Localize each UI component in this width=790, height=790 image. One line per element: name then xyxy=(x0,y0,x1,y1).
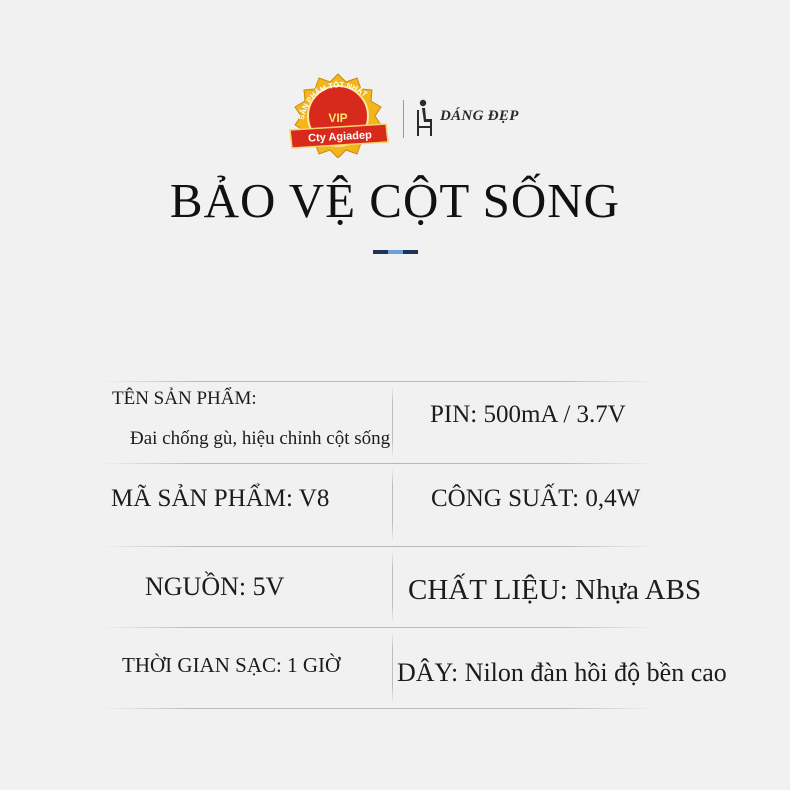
sitting-person-icon xyxy=(414,98,436,138)
vip-badge-logo xyxy=(284,72,392,158)
logo-divider xyxy=(403,100,404,138)
page-title: BẢO VỆ CỘT SỐNG xyxy=(169,173,621,228)
table-rule-top xyxy=(100,381,656,382)
table-rule-3 xyxy=(100,627,656,628)
spec-source: NGUỒN: 5V xyxy=(145,572,285,601)
title-underline xyxy=(373,250,418,254)
table-rule-2 xyxy=(100,546,656,547)
badge-vip-text: VIP xyxy=(328,111,348,125)
brand-logo xyxy=(414,98,530,138)
spec-code: MÃ SẢN PHẨM: V8 xyxy=(111,485,330,512)
spec-name-value: Đai chống gù, hiệu chỉnh cột sống xyxy=(130,428,391,449)
badge-company-text: Cty Agiadep xyxy=(307,129,373,145)
spec-charge-time: THỜI GIAN SẠC: 1 GIỜ xyxy=(122,653,341,677)
spec-pin: PIN: 500mA / 3.7V xyxy=(430,401,626,428)
table-divider-2 xyxy=(392,467,393,542)
badge-top-text: SẢN PHẨM TỐT NHẤT xyxy=(297,80,370,121)
table-divider-3 xyxy=(392,550,393,623)
logo-header xyxy=(0,68,790,158)
brand-name: DÁNG ĐẸP xyxy=(440,108,519,124)
spec-power: CÔNG SUẤT: 0,4W xyxy=(431,485,641,512)
spec-name-label: TÊN SẢN PHẨM: xyxy=(112,388,257,409)
table-divider-4 xyxy=(392,631,393,704)
table-rule-1 xyxy=(100,463,656,464)
spec-material: CHẤT LIỆU: Nhựa ABS xyxy=(408,574,702,606)
table-divider-1 xyxy=(392,385,393,459)
table-rule-bottom xyxy=(100,708,656,709)
spec-strap: DÂY: Nilon đàn hồi độ bền cao xyxy=(397,658,727,687)
